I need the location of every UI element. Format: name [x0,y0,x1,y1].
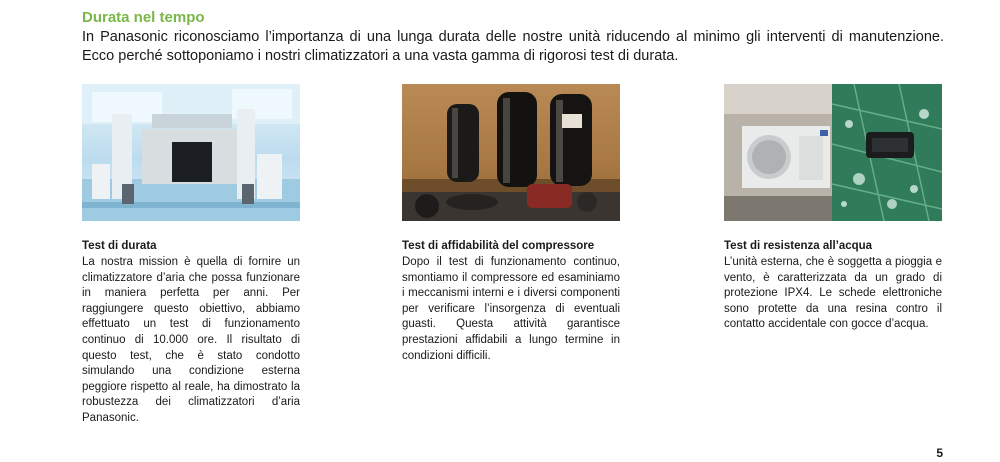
lab-test-photo [82,84,300,221]
section-title: Test di resistenza all’acqua [724,240,873,252]
compressor-illustration [402,84,620,221]
water-resistance-photo [724,84,942,221]
page-number: 5 [936,446,943,460]
section-title: Test di affidabilità del compressore [402,240,595,252]
compressor-photo [402,84,620,221]
section-durability-test [82,84,300,427]
section-compressor-test [402,84,620,364]
lab-test-illustration [82,84,300,221]
section-water-test [724,84,942,333]
water-resistance-illustration [724,84,942,221]
section-heading: Durata nel tempo [82,9,205,26]
section-body: Dopo il test di funzionamento continuo, smontiamo il compressore ed esaminiamo i meccanismi interni e i diversi componenti per verificare l’insorgenza di eventuali guasti. Questa attività garantisce prestazioni affidabili a lungo termine in condizioni difficili. [402,256,620,362]
section-title: Test di durata [82,240,157,252]
intro-paragraph: In Panasonic riconosciamo l’importanza di una lunga durata delle nostre unità riducendo al minimo gli interventi di manutenzione. Ecco perché sottoponiamo i nostri climatizzatori a una vasta gamma di rigorosi test di durata. [82,29,944,64]
section-body: La nostra mission è quella di fornire un climatizzatore d’aria che possa funzionare in maniera perfetta per anni. Per raggiungere questo obiettivo, abbiamo effettuato un test di funzionamento continuo di 10.000 ore. Il risultato di questo test, che è stato condotto simulando una condizione esterna peggiore rispetto al reale, ha dimostrato la robustezza dei climatizzatori d’aria Panasonic. [82,256,300,424]
section-body: L’unità esterna, che è soggetta a pioggia e vento, è caratterizzata da un grado di protezione IPX4. Le schede elettroniche sono protette da una resina contro il contatto accidentale con gocce d’acqua. [724,256,942,331]
